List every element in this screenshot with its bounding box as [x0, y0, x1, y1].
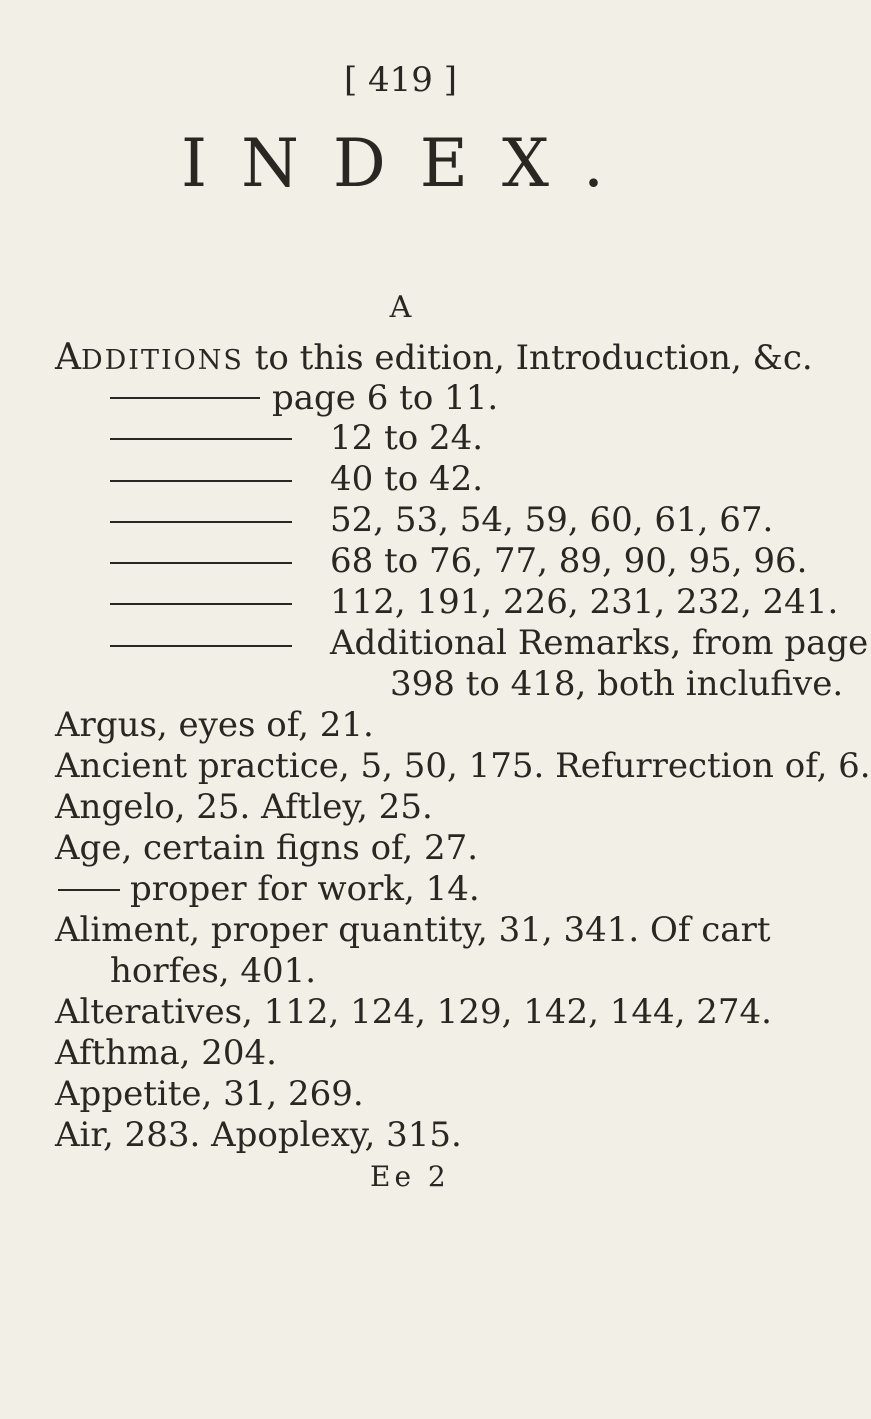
subentry-7-cont: 398 to 418, both inclufive.	[390, 664, 844, 704]
subentry-5: 68 to 76, 77, 89, 90, 95, 96.	[330, 541, 808, 581]
entry-air: Air, 283. Apoplexy, 315.	[55, 1115, 462, 1155]
entry-angelo: Angelo, 25. Aftley, 25.	[55, 787, 433, 827]
subentry-4: 52, 53, 54, 59, 60, 61, 67.	[330, 500, 774, 540]
entry-additions	[55, 338, 813, 381]
ditto-dash	[58, 889, 120, 891]
subentry-6: 112, 191, 226, 231, 232, 241.	[330, 582, 839, 622]
ditto-dash	[110, 521, 292, 523]
entry-age-sub: proper for work, 14.	[130, 869, 480, 909]
ditto-dash	[110, 397, 260, 399]
ditto-dash	[110, 562, 292, 564]
entry-asthma: Afthma, 204.	[55, 1033, 277, 1073]
ditto-dash	[110, 603, 292, 605]
entry-aliment-cont: horfes, 401.	[110, 951, 317, 991]
section-letter: A	[389, 290, 412, 325]
entry-appetite: Appetite, 31, 269.	[55, 1074, 364, 1114]
entry-argus: Argus, eyes of, 21.	[55, 705, 374, 745]
ditto-dash	[110, 645, 292, 647]
page-number: [ 419 ]	[343, 60, 458, 100]
subentry-3: 40 to 42.	[330, 459, 484, 499]
subentry-1: page 6 to 11.	[272, 378, 499, 418]
index-title: INDEX.	[181, 125, 638, 202]
ditto-dash	[110, 438, 292, 440]
entry-aliment: Aliment, proper quantity, 31, 341. Of cart	[55, 910, 771, 950]
entry-head-rest: DDITIONS	[81, 345, 244, 376]
entry-head-initial: A	[55, 337, 81, 378]
entry-ancient-practice: Ancient practice, 5, 50, 175. Refurrection of, 6.	[55, 746, 871, 786]
entry-alteratives: Alteratives, 112, 124, 129, 142, 144, 274.	[55, 992, 772, 1032]
entry-age: Age, certain figns of, 27.	[55, 828, 479, 868]
subentry-7: Additional Remarks, from page	[330, 623, 869, 663]
subentry-2: 12 to 24.	[330, 418, 484, 458]
entry-text: to this edition, Introduction, &c.	[243, 338, 813, 378]
ditto-dash	[110, 480, 292, 482]
signature-mark: Ee 2	[370, 1160, 450, 1193]
